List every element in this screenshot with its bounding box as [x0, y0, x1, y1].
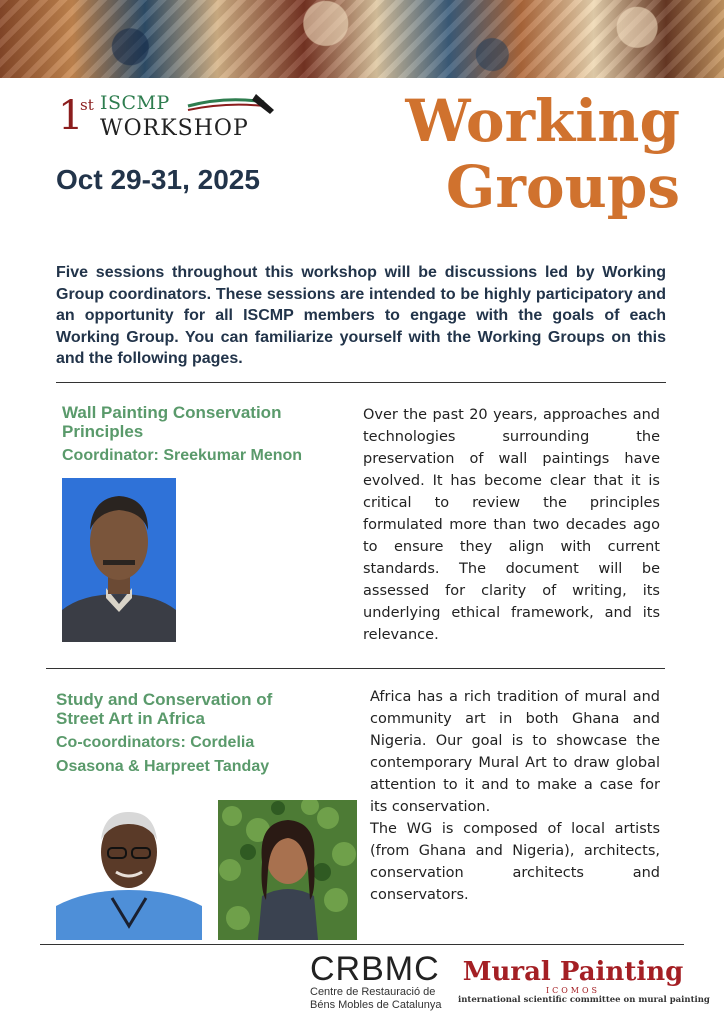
crbmc-logo	[310, 952, 450, 1018]
workshop-logo	[58, 90, 278, 146]
divider	[40, 944, 684, 945]
group-2-title-line-2: Street Art in Africa	[56, 709, 205, 728]
group-2-coordinators-line-1: Co-coordinators: Cordelia	[56, 734, 255, 751]
logo-org: ISCMP	[100, 92, 170, 114]
mural-name: Mural Painting	[462, 957, 684, 987]
header-banner-image	[0, 0, 724, 78]
page-title	[405, 88, 680, 220]
coordinator-photo-osasona	[56, 802, 202, 940]
group-1-coordinator: Coordinator: Sreekumar Menon	[62, 447, 303, 464]
logo-ordinal-suffix: st	[80, 96, 94, 114]
paintbrush-icon	[186, 90, 276, 118]
divider	[46, 668, 665, 669]
group-2-description-p1: Africa has a rich tradition of mural and community art in both Ghana and Nigeria. Our goal is to showcase the contemporary Mural Art to draw global attention to it and to make a case for its conservation.	[370, 689, 660, 815]
group-2-coordinators-line-2: Osasona & Harpreet Tanday	[56, 758, 270, 775]
group-1-title-line-1: Wall Painting Conservation	[62, 403, 282, 422]
divider	[56, 382, 666, 383]
group-2-title	[56, 690, 356, 728]
mural-subtitle: international scientific committee on mural painting	[458, 995, 710, 1005]
workshop-date: Oct 29-31, 2025	[56, 164, 260, 195]
crbmc-line-1: Centre de Restauració de	[310, 986, 436, 998]
title-line-2: Groups	[445, 153, 680, 221]
group-2-description	[370, 686, 660, 906]
crbmc-line-2: Béns Mobles de Catalunya	[310, 999, 442, 1011]
group-1-title-line-2: Principles	[62, 422, 144, 441]
group-2-coordinators	[56, 731, 356, 779]
intro-paragraph: Five sessions throughout this workshop will be discussions led by Working Group coordinators. These sessions are intended to be highly participatory and an opportunity for all ISCMP members to engage with the goals of each Working Group. You can familiarize yourself with the Working Groups on this and the following pages.	[56, 264, 666, 367]
coordinator-photo-tanday	[218, 800, 357, 940]
logo-ordinal: 1	[58, 93, 84, 139]
mural-org: ICOMOS	[545, 986, 601, 995]
group-2-title-line-1: Study and Conservation of	[56, 690, 273, 709]
mural-painting-logo	[458, 957, 710, 1010]
group-2-description-p2: The WG is composed of local artists (from Ghana and Nigeria), architects, conservation architects and conservators.	[370, 821, 660, 903]
group-1-title	[62, 403, 352, 441]
crbmc-name: CRBMC	[310, 950, 440, 988]
logo-event: WORKSHOP	[100, 116, 249, 141]
title-line-1: Working	[405, 87, 680, 155]
coordinator-photo-menon	[62, 478, 176, 642]
group-1-description: Over the past 20 years, approaches and technologies surrounding the preservation of wall paintings have evolved. It has become clear that it is critical to review the principles formulated more than two decades ago to ensure they align with current standards. The document will be assessed for clarity of writing, its underlying ethical framework, and its relevance.	[363, 407, 660, 643]
